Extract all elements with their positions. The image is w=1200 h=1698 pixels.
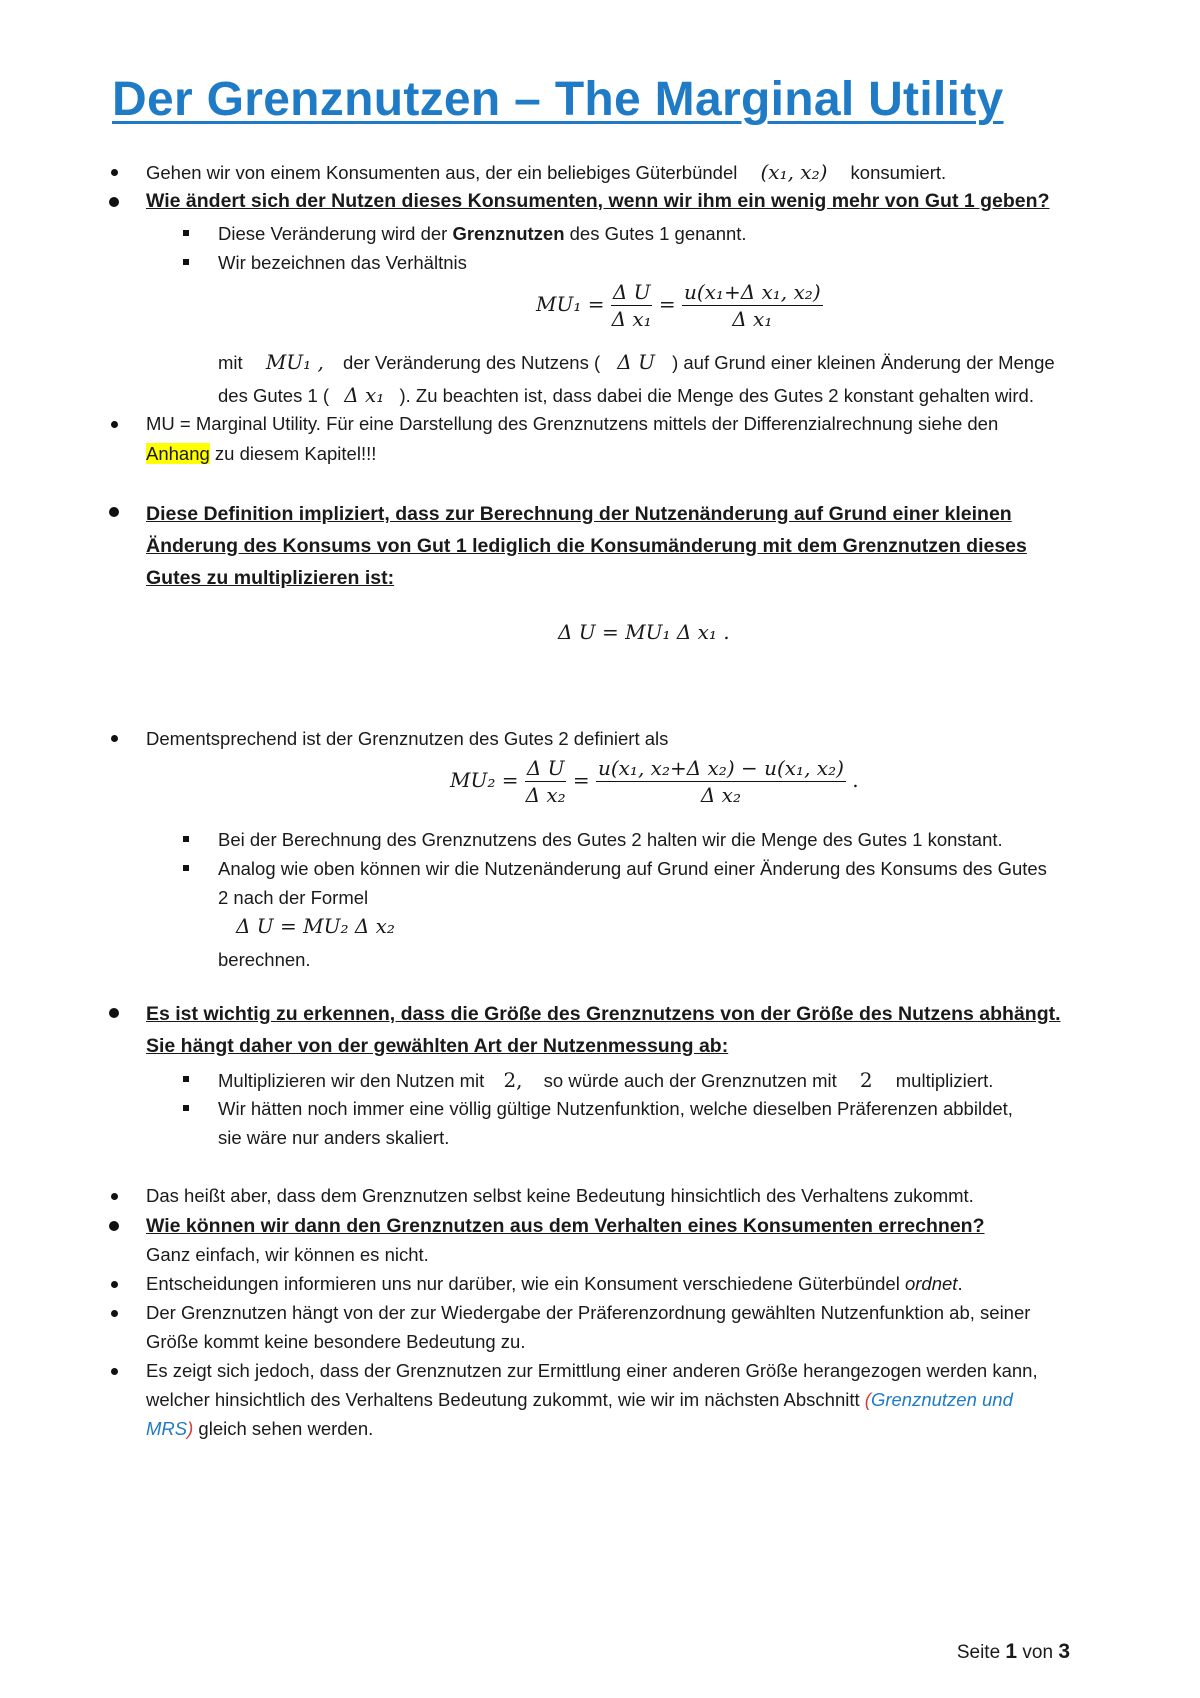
bullet-dot bbox=[111, 1310, 118, 1317]
text-segment: des Gutes 1 genannt. bbox=[564, 223, 747, 244]
text-segment: gleich sehen werden. bbox=[193, 1418, 374, 1439]
text-segment: des Gutes 1 ( bbox=[218, 385, 330, 406]
equation-delta-u-2: Δ U = MU₂ Δ x₂ bbox=[236, 914, 395, 938]
eq-fraction-2 bbox=[682, 280, 823, 331]
bullet-square bbox=[183, 836, 189, 842]
bullet-square bbox=[183, 1105, 189, 1111]
page-footer bbox=[957, 1640, 1070, 1664]
des-line bbox=[218, 383, 1034, 408]
question-heading-2: Wie können wir dann den Grenznutzen aus dem Verhalten eines Konsumenten errechnen? bbox=[146, 1215, 985, 1237]
question-heading-1: Wie ändert sich der Nutzen dieses Konsumenten, wenn wir ihm ein wenig mehr von Gut 1 geben? bbox=[146, 190, 1050, 212]
bullet-square bbox=[183, 259, 189, 265]
bullet-square bbox=[183, 865, 189, 871]
gut2-subpoint-2-line-2: 2 nach der Formel bbox=[218, 887, 369, 908]
equation-mu1 bbox=[536, 280, 823, 331]
eq-denominator: Δ x₂ bbox=[525, 783, 566, 807]
definition-heading-line-2: Änderung des Konsums von Gut 1 lediglich die Konsumänderung mit dem Grenznutzen dieses bbox=[146, 535, 1027, 557]
footer-text: von bbox=[1017, 1642, 1059, 1663]
grenznutzen-mrs-link[interactable]: Grenznutzen und bbox=[870, 1389, 1013, 1410]
equation-mu2 bbox=[450, 756, 859, 807]
paren-open: ( bbox=[864, 1389, 871, 1410]
mrs-link[interactable]: MRS bbox=[146, 1418, 188, 1439]
text-segment: welcher hinsichtlich des Verhaltens Bedeutung zukommt, wie wir im nächsten Abschnitt bbox=[146, 1389, 865, 1410]
eq-lhs: MU₁ = bbox=[536, 292, 605, 316]
bullet-dot bbox=[109, 197, 119, 207]
text-segment: ) auf Grund einer kleinen Änderung der Menge bbox=[672, 352, 1055, 373]
eq-numerator: u(x₁, x₂+Δ x₂) − u(x₁, x₂) bbox=[597, 756, 844, 780]
entscheidungen-line bbox=[146, 1272, 963, 1296]
math-delta-u: Δ U bbox=[617, 350, 655, 374]
math-two: 2, bbox=[503, 1068, 523, 1092]
question-2-answer: Ganz einfach, wir können es nicht. bbox=[146, 1244, 429, 1265]
bullet-dot bbox=[111, 1281, 118, 1288]
text-segment: der Veränderung des Nutzens ( bbox=[343, 352, 601, 373]
q1-subpoint-2: Wir bezeichnen das Verhältnis bbox=[218, 252, 467, 273]
anhang-link[interactable]: Anhang bbox=[146, 443, 210, 464]
heisst-line: Das heißt aber, dass dem Grenznutzen selbst keine Bedeutung hinsichtlich des Verhaltens zukommt. bbox=[146, 1185, 974, 1206]
math-mu1: MU₁ , bbox=[265, 350, 324, 374]
mu-definition-line: MU = Marginal Utility. Für eine Darstellung des Grenznutzens mittels der Differenzialrechnung siehe den bbox=[146, 413, 999, 434]
abhaengt-line-1: Der Grenznutzen hängt von der zur Wiedergabe der Präferenzordnung gewählten Nutzenfunktion ab, seiner bbox=[146, 1302, 1031, 1323]
eq-dot: . bbox=[852, 768, 859, 792]
page-number: 1 bbox=[1005, 1640, 1018, 1663]
footer-text: Seite bbox=[956, 1642, 1006, 1663]
intro-text: Gehen wir von einem Konsumenten aus, der ein beliebiges Güterbündel bbox=[146, 162, 738, 183]
text-segment: Entscheidungen informieren uns nur darüber, wie ein Konsument verschiedene Güterbündel bbox=[146, 1273, 905, 1294]
eq-numerator: Δ U bbox=[612, 280, 651, 304]
eq-fraction-1 bbox=[525, 756, 567, 807]
gut2-subpoint-1: Bei der Berechnung des Grenznutzens des Gutes 2 halten wir die Menge des Gutes 1 konstant. bbox=[218, 829, 1003, 850]
total-pages: 3 bbox=[1058, 1640, 1070, 1663]
eq-denominator: Δ x₂ bbox=[700, 783, 741, 807]
eq-fraction-2 bbox=[596, 756, 846, 807]
math-delta-x1: Δ x₁ bbox=[344, 383, 385, 407]
bullet-square bbox=[183, 230, 189, 236]
bullet-dot bbox=[111, 169, 118, 176]
eq-lhs: MU₂ = bbox=[450, 768, 519, 792]
bullet-square bbox=[183, 1076, 189, 1082]
bullet-dot bbox=[111, 735, 118, 742]
eq-numerator: u(x₁+Δ x₁, x₂) bbox=[683, 280, 821, 304]
bullet-dot bbox=[109, 507, 119, 517]
gut2-subpoint-2-line-1: Analog wie oben können wir die Nutzenänderung auf Grund einer Änderung des Konsums des Gutes bbox=[218, 858, 1047, 879]
bullet-dot bbox=[109, 1008, 119, 1018]
term-grenznutzen: Grenznutzen bbox=[452, 223, 565, 244]
paragraph-intro bbox=[146, 160, 946, 185]
eq-denominator: Δ x₁ bbox=[732, 307, 773, 331]
eq-equals: = bbox=[572, 768, 590, 792]
text-segment: mit bbox=[218, 352, 243, 373]
zeigt-line-2 bbox=[146, 1388, 1013, 1412]
zeigt-line-1: Es zeigt sich jedoch, dass der Grenznutzen zur Ermittlung einer anderen Größe herangezogen werden kann, bbox=[146, 1360, 1038, 1381]
berechnen-text: berechnen. bbox=[218, 949, 311, 970]
mit-line bbox=[218, 350, 1055, 375]
eq-equals: = bbox=[658, 292, 676, 316]
eq-denominator: Δ x₁ bbox=[611, 307, 652, 331]
wichtig-heading-line-2: Sie hängt daher von der gewählten Art der Nutzenmessung ab: bbox=[146, 1035, 729, 1057]
bullet-dot bbox=[111, 1193, 118, 1200]
wichtig-subpoint-2-line-1: Wir hätten noch immer eine völlig gültige Nutzenfunktion, welche dieselben Präferenzen abbildet, bbox=[218, 1098, 1013, 1119]
paren-close: ) bbox=[187, 1418, 194, 1439]
bundle-math: (x₁, x₂) bbox=[760, 160, 828, 184]
q1-subpoint-1 bbox=[218, 222, 747, 246]
term-ordnet: ordnet bbox=[904, 1273, 958, 1294]
wichtig-heading-line-1: Es ist wichtig zu erkennen, dass die Größe des Grenznutzens von der Größe des Nutzens abhängt. bbox=[146, 1003, 1061, 1025]
page-title: Der Grenznutzen – The Marginal Utility bbox=[112, 73, 1004, 126]
bullet-dot bbox=[111, 421, 118, 428]
equation-delta-u-1: Δ U = MU₁ Δ x₁ . bbox=[558, 620, 730, 644]
zeigt-line-3 bbox=[146, 1417, 373, 1441]
text-segment: . bbox=[957, 1273, 963, 1294]
wichtig-subpoint-1 bbox=[218, 1068, 993, 1093]
text-segment: Diese Veränderung wird der bbox=[218, 223, 453, 244]
text-segment: Multiplizieren wir den Nutzen mit bbox=[218, 1070, 485, 1091]
eq-fraction-1 bbox=[611, 280, 653, 331]
text-segment: so würde auch der Grenznutzen mit bbox=[543, 1070, 837, 1091]
text-segment: ). Zu beachten ist, dass dabei die Menge des Gutes 2 konstant gehalten wird. bbox=[399, 385, 1034, 406]
anhang-line bbox=[146, 442, 376, 466]
bullet-dot bbox=[109, 1221, 119, 1231]
text-segment: multipliziert. bbox=[895, 1070, 994, 1091]
bullet-dot bbox=[111, 1368, 118, 1375]
text-segment: zu diesem Kapitel!!! bbox=[209, 443, 377, 464]
wichtig-subpoint-2-line-2: sie wäre nur anders skaliert. bbox=[218, 1127, 450, 1148]
definition-heading-line-1: Diese Definition impliziert, dass zur Berechnung der Nutzenänderung auf Grund einer kleinen bbox=[146, 503, 1012, 525]
math-two: 2 bbox=[859, 1068, 873, 1092]
gut2-intro: Dementsprechend ist der Grenznutzen des Gutes 2 definiert als bbox=[146, 728, 669, 749]
eq-numerator: Δ U bbox=[526, 756, 565, 780]
intro-text-end: konsumiert. bbox=[850, 162, 947, 183]
abhaengt-line-2: Größe kommt keine besondere Bedeutung zu. bbox=[146, 1331, 526, 1352]
definition-heading-line-3: Gutes zu multiplizieren ist: bbox=[146, 567, 395, 589]
